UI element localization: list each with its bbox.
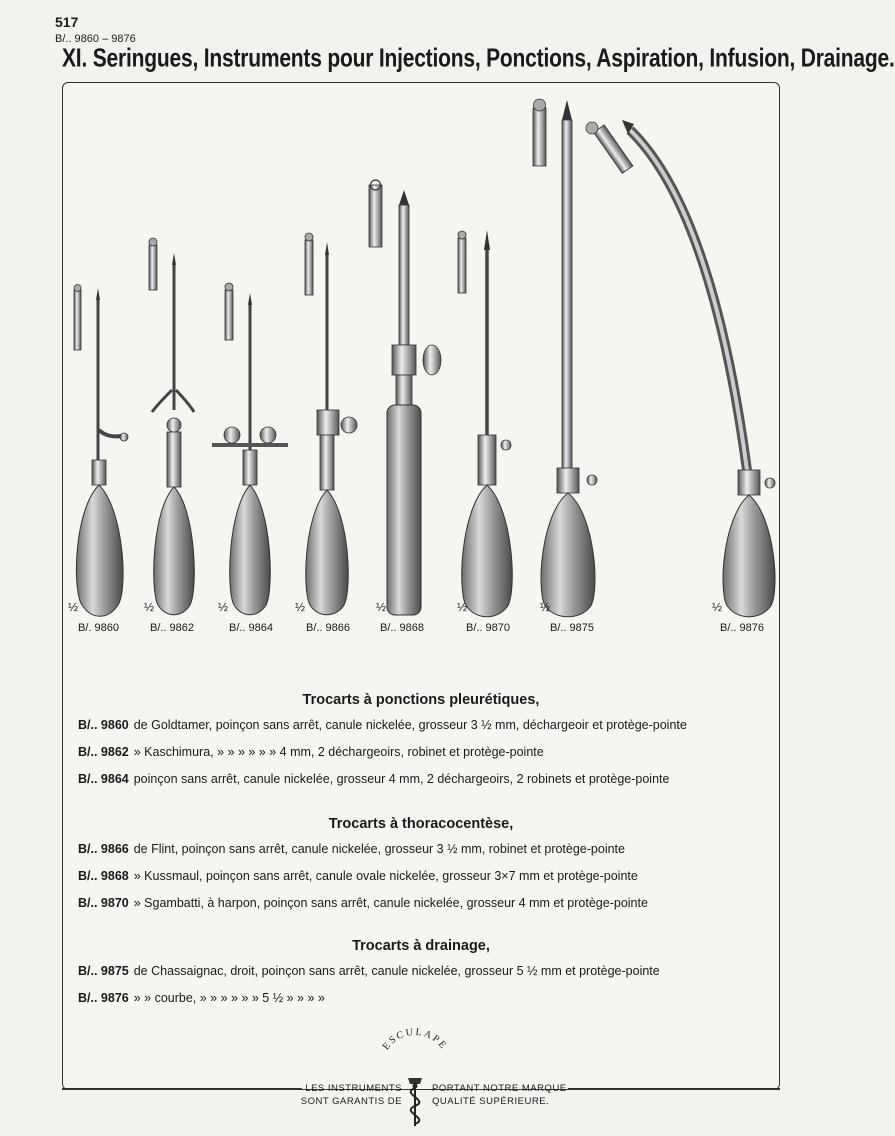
trocar-9870-drawing bbox=[458, 230, 512, 617]
catalog-entry bbox=[78, 745, 544, 759]
entry-description: » Kussmaul, poinçon sans arrêt, canule ovale nickelée, grosseur 3×7 mm et protège-pointe bbox=[133, 869, 638, 883]
reference-range: B/.. 9860 – 9876 bbox=[55, 33, 136, 45]
figure-scale: ½ bbox=[457, 600, 468, 614]
figure-label-9866: B/.. 9866 bbox=[306, 622, 351, 634]
entry-description: de Goldtamer, poinçon sans arrêt, canule nickelée, grosseur 3 ½ mm, déchargeoir et protège-pointe bbox=[133, 718, 687, 732]
trocar-9862-drawing bbox=[149, 238, 194, 615]
catalog-entry bbox=[78, 991, 325, 1005]
catalog-entry bbox=[78, 718, 687, 732]
page-number: 517 bbox=[55, 14, 79, 30]
figure-scale: ½ bbox=[144, 600, 155, 614]
entry-code: B/.. 9875 bbox=[78, 964, 129, 978]
catalog-entry bbox=[78, 896, 648, 910]
entry-code: B/.. 9860 bbox=[78, 718, 129, 732]
entry-code: B/.. 9864 bbox=[78, 772, 129, 786]
trocar-9876-drawing bbox=[586, 120, 775, 617]
entry-code: B/.. 9862 bbox=[78, 745, 129, 759]
entry-code: B/.. 9866 bbox=[78, 842, 129, 856]
footer-left-line1: LES INSTRUMENTS bbox=[305, 1083, 402, 1094]
catalog-entry bbox=[78, 772, 669, 786]
figure-scale: ½ bbox=[540, 600, 551, 614]
trocar-9860-drawing bbox=[74, 285, 128, 617]
seal-text: ESCULAPE bbox=[380, 1028, 450, 1053]
trocar-9864-drawing bbox=[212, 283, 288, 615]
figure-scale: ½ bbox=[376, 600, 387, 614]
catalog-entry bbox=[78, 842, 625, 856]
entry-description: de Chassaignac, droit, poinçon sans arrêt, canule nickelée, grosseur 5 ½ mm et protège-pointe bbox=[133, 964, 660, 978]
entry-code: B/.. 9876 bbox=[78, 991, 129, 1005]
section-title-drainage: Trocarts à drainage, bbox=[352, 938, 490, 954]
trocar-9868-drawing bbox=[369, 180, 441, 615]
footer-right-line2: QUALITÉ SUPÉRIEURE. bbox=[432, 1096, 550, 1107]
instrument-illustrations bbox=[62, 90, 780, 630]
esculape-seal-icon bbox=[370, 1028, 460, 1128]
entry-description: » Sgambatti, à harpon, poinçon sans arrêt, canule nickelée, grosseur 4 mm et protège-pointe bbox=[133, 896, 648, 910]
trocar-9875-drawing bbox=[533, 99, 597, 617]
figure-label-9868: B/.. 9868 bbox=[380, 622, 425, 634]
catalog-entry bbox=[78, 869, 638, 883]
trocar-9866-drawing bbox=[305, 233, 357, 615]
figure-scale: ½ bbox=[68, 600, 79, 614]
footer-right-line1: PORTANT NOTRE MARQUE bbox=[432, 1083, 567, 1094]
figure-label-9876: B/.. 9876 bbox=[720, 622, 765, 634]
entry-description: de Flint, poinçon sans arrêt, canule nickelée, grosseur 3 ½ mm, robinet et protège-pointe bbox=[133, 842, 625, 856]
entry-description: » Kaschimura, » » » » » » 4 mm, 2 déchargeoirs, robinet et protège-pointe bbox=[133, 745, 544, 759]
entry-code: B/.. 9870 bbox=[78, 896, 129, 910]
figure-label-9860: B/. 9860 bbox=[78, 622, 119, 634]
svg-text:ESCULAPE bbox=[381, 1028, 450, 1052]
footer-rule-left bbox=[62, 1088, 302, 1090]
entry-description: poinçon sans arrêt, canule nickelée, grosseur 4 mm, 2 déchargeoirs, 2 robinets et protège-pointe bbox=[133, 772, 670, 786]
footer-rule-right bbox=[568, 1088, 780, 1090]
section-title-pleural: Trocarts à ponctions pleurétiques, bbox=[302, 692, 540, 708]
figure-scale: ½ bbox=[218, 600, 229, 614]
figure-label-9875: B/.. 9875 bbox=[550, 622, 595, 634]
page-title: XI. Seringues, Instruments pour Injections, Ponctions, Aspiration, Infusion, Drainage. bbox=[62, 44, 895, 73]
footer-left-line2: SONT GARANTIS DE bbox=[300, 1096, 402, 1107]
entry-code: B/.. 9868 bbox=[78, 869, 129, 883]
figure-label-9864: B/.. 9864 bbox=[229, 622, 274, 634]
figure-scale: ½ bbox=[712, 600, 723, 614]
section-title-thoracocentesis: Trocarts à thoracocentèse, bbox=[328, 816, 514, 832]
catalog-entry bbox=[78, 964, 660, 978]
figure-label-9870: B/.. 9870 bbox=[466, 622, 511, 634]
entry-description: » » courbe, » » » » » » 5 ½ » » » » bbox=[133, 991, 325, 1005]
figure-label-9862: B/.. 9862 bbox=[150, 622, 195, 634]
figure-scale: ½ bbox=[295, 600, 306, 614]
